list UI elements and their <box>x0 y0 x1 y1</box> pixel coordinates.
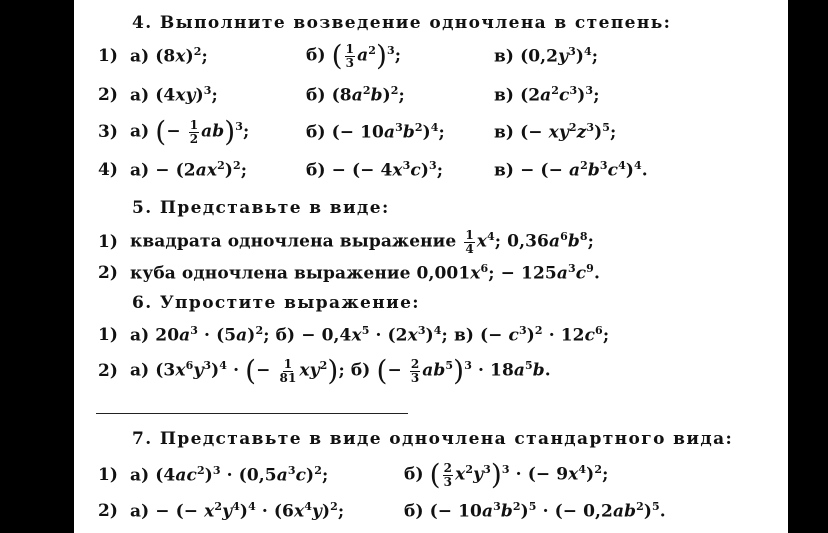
section-divider <box>96 413 408 414</box>
exercise-4-2-a: а) $(4xy)^3$; <box>130 84 218 106</box>
textbook-page <box>74 0 788 533</box>
section-7-title: 7. Представьте в виде одночлена стандартного вида: <box>132 429 734 449</box>
section-4-row-1 <box>74 41 788 71</box>
section-4-heading <box>74 8 788 38</box>
row-number: 2) <box>98 501 119 521</box>
section-5-row-2 <box>74 258 788 288</box>
section-6-title: 6. Упростите выражение: <box>132 293 420 313</box>
exercise-4-4-a: $а) - (2ax^2)^2$; <box>130 159 248 181</box>
exercise-7-1-a: а) $(4ac^2)^3 \cdot (0,5a^3c)^2$; <box>130 464 329 486</box>
section-4-row-2 <box>74 80 788 110</box>
exercise-4-1-a: а) $(8x)^2$; <box>130 45 208 67</box>
row-number: 2) <box>98 85 119 105</box>
exercise-6-1: а) $20a^3 \cdot (5a)^2$; $б) - 0,4x^5 \cdot (2x^3)^4$; в) (− $c^3)^2 \cdot 12c^6$; <box>130 324 610 346</box>
row-number: 2) <box>98 361 119 381</box>
exercise-4-3-b: б) (− $10a^3b^2)^4$; <box>306 121 445 143</box>
row-number: 1) <box>98 232 119 252</box>
exercise-5-2: куба одночлена выражение $0,001x^6$; − $125a^3c^9$. <box>130 262 600 284</box>
exercise-4-3-c: в) (− $xy^2z^3)^5$; <box>494 121 617 143</box>
exercise-7-2-a: а) − (− $x^2y^4)^4 \cdot (6x^4y)^2$; <box>130 500 345 522</box>
row-number: 4) <box>98 160 119 180</box>
exercise-4-1-b: б) ( $\frac{1}{3}$ $a^2)^3$; <box>306 39 402 72</box>
section-6-row-1 <box>74 320 788 350</box>
section-4-row-4 <box>74 155 788 185</box>
row-number: 1) <box>98 46 119 66</box>
row-number: 3) <box>98 122 119 142</box>
section-6-heading <box>74 288 788 318</box>
section-6-row-2 <box>74 356 788 386</box>
exercise-6-2: а) $(3x^6y^3)^4$ · (− $\frac{1}{81}$ $xy^2$); б) (− $\frac{2}{3}$ $ab^5)^3 \cdot 18a^5b$. <box>130 354 551 387</box>
exercise-4-4-b: б) − (− $4x^3c)^3$; <box>306 159 444 181</box>
exercise-4-2-c: в) $(2a^2c^3)^3$; <box>494 84 600 106</box>
section-5-heading <box>74 193 788 223</box>
exercise-4-4-c: в) − (− $a^2b^3c^4)^4$. <box>494 159 648 181</box>
section-4-title: 4. Выполните возведение одночлена в степень: <box>132 13 672 33</box>
row-number: 1) <box>98 325 119 345</box>
exercise-4-2-b: б) $(8a^2b)^2$; <box>306 84 405 106</box>
exercise-4-3-a: а) (− $\frac{1}{2}$ ab)$^3$; <box>130 115 250 148</box>
row-number: 2) <box>98 263 119 283</box>
section-7-row-2 <box>74 496 788 526</box>
exercise-7-1-b: б) ( $\frac{2}{3}$ $x^2y^3)^3$ · (− $9x^4)^2$; <box>404 458 609 491</box>
exercise-4-1-c: в) $(0,2y^3)^4$; <box>494 45 599 67</box>
section-7-heading <box>74 424 788 454</box>
section-4-row-3 <box>74 117 788 147</box>
section-7-row-1 <box>74 460 788 490</box>
section-5-title: 5. Представьте в виде: <box>132 198 390 218</box>
row-number: 1) <box>98 465 119 485</box>
exercise-5-1: квадрата одночлена выражение $\frac{1}{4}$ $x^4$; $0,36a^6b^8$; <box>130 227 595 256</box>
section-5-row-1 <box>74 227 788 257</box>
exercise-7-2-b: б) (− $10a^3b^2)^5$ · (− $0,2ab^2)^5$. <box>404 500 666 522</box>
